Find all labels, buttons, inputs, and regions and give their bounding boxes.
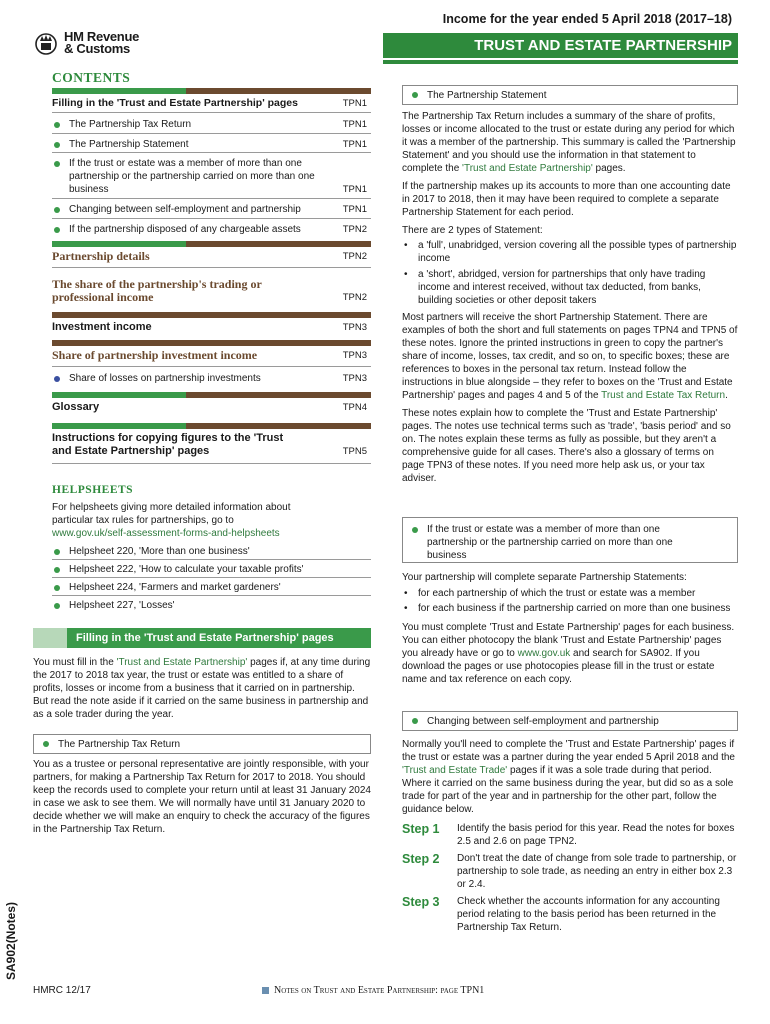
side-label: SA902(Notes) [4,901,18,980]
divider [52,267,371,268]
toc-page: TPN1 [342,119,367,130]
hmrc-logo [33,30,139,56]
statement-content [402,110,738,485]
text: pages if, at any time during the 2017 to 2018 tax year, the trust or estate was entitled to a share of profits, losses or income from a business that it carried on in partnership. But read the note aside if it carried on the same business in partnership and as a sole trader during the year. [33,657,371,720]
divider [52,133,371,134]
divider [52,218,371,219]
trust-estate-tax-return-link[interactable]: Trust and Estate Tax Return [601,390,726,401]
crest-icon [33,30,59,56]
text: pages. [592,163,626,174]
logo-line-1: HM Revenue [64,29,140,44]
step-label: Step 2 [402,852,440,866]
toc-page: TPN5 [342,446,367,457]
step-text: Identify the basis period for this year. Read the notes for boxes 2.5 and 2.6 on page TPN2. [457,823,735,847]
tax-return-box [33,734,371,754]
divider [52,559,371,560]
helpsheets-link[interactable]: www.gov.uk/self-assessment-forms-and-helpsheets [52,528,280,539]
helpsheets-heading: HELPSHEETS [52,484,134,496]
filling-in-heading-bar [33,628,371,648]
box-title: The Partnership Statement [427,89,547,101]
list-item: • a 'short', abridged, version for partnerships that only have trading income and interest received, without tax deducted, from banks, building societies or other deposit takers [402,268,738,307]
toc-item-text: Share of losses on partnership investments [52,372,261,385]
step-1 [402,822,738,848]
toc-item-text: If the partnership disposed of any chargeable assets [52,223,301,236]
statement-types-list [402,239,738,307]
partnership-statement-box [402,85,738,105]
form-code: HMRC 12/17 [33,985,91,996]
member-list [402,587,738,615]
list-item: • for each partnership of which the trust or estate was a member [402,587,738,600]
divider [52,152,371,153]
text: Most partners will receive the short Partnership Statement. There are examples of both the short and full statements on pages TPN4 and TPN5 of these notes. Ignore the printed instructions in green to copy the partner's share of income, losses, tax credit, and so on, to specific boxes; these are references to boxes in the personal tax return. Instead follow the instructions in blue alongside – they refer to boxes on the 'Trust and Estate Partnership' pages and pages 4 and 5 of the [402,312,738,401]
paragraph: If the partnership makes up its accounts to more than one accounting date in 2017 to 2018, then it may have been required to complete a separate Partnership Statement for each period. [402,181,731,218]
section-bar [52,340,371,346]
paragraph [402,738,738,816]
bullet-icon [43,741,49,747]
bullet-icon [412,718,418,724]
page-title: TRUST AND ESTATE PARTNERSHIP [383,33,738,58]
divider [52,112,371,113]
toc-title: The share of the partnership's trading or professional income [52,277,262,304]
toc-page: TPN3 [342,350,367,361]
helpsheets-intro [52,501,302,540]
toc-item [52,203,367,216]
toc-title: Instructions for copying figures to the 'Trust and Estate Partnership' pages [52,432,284,457]
toc-share-investment [52,349,367,362]
divider [52,198,371,199]
toc-page: TPN1 [342,204,367,215]
changing-box [402,711,738,731]
toc-item-text: The Partnership Tax Return [52,118,191,131]
toc-page: TPN2 [342,251,367,262]
text: The Partnership Tax Return includes a summary of the share of profits, losses or income allocated to the trust or estate during any period for which it was a member of the partnership. This summary is called the 'Partnership Statement' and you should use the information in that statement to complete the [402,111,736,174]
divider [52,595,371,596]
trust-estate-trade-link[interactable]: 'Trust and Estate Trade' [402,765,508,776]
tax-return-paragraph: You as a trustee or personal representative are jointly responsible, with your partners, for making a Partnership Tax Return for 2017 to 2018. You should keep the records used to complete your return until at least 31 January 2024 in case we ask to see them. We will normally have until 31 January 2020 to decide whether we will make an enquiry to check the accuracy of the figures in the Partnership Tax Return. [33,759,371,835]
filling-in-heading: Filling in the 'Trust and Estate Partnership' pages [67,628,371,648]
toc-page: TPN3 [342,373,367,384]
toc-item [52,223,367,236]
toc-page: TPN1 [342,184,367,195]
step-label: Step 1 [402,822,440,836]
toc-partnership-details [52,250,367,263]
helpsheet-text: Helpsheet 220, 'More than one business' [52,545,250,558]
step-3 [402,895,738,934]
year-line: Income for the year ended 5 April 2018 (2017–18) [442,12,732,26]
toc-page: TPN2 [342,224,367,235]
paragraph [402,110,738,175]
filling-in-paragraph [33,656,371,721]
toc-page: TPN3 [342,322,367,333]
text: and search for SA902. If you download the pages or use photocopies please fill in the trust or estate name and tax reference on each copy. [402,648,715,685]
trust-estate-partnership-link[interactable]: 'Trust and Estate Partnership' [116,657,248,668]
toc-item [52,157,367,196]
box-title: If the trust or estate was a member of more than one partnership or the partnership carried on more than one business [427,524,673,561]
paragraph [402,621,738,686]
list-item: • a 'full', unabridged, version covering all the possible types of partnership income [402,239,738,265]
toc-title: Investment income [52,321,152,333]
helpsheet-item [52,599,367,612]
paragraph: Your partnership will complete separate Partnership Statements: [402,572,687,583]
section-bar [52,312,371,318]
bullet-icon [412,92,418,98]
divider [52,463,371,464]
toc-investment-income [52,321,367,334]
gov-uk-link[interactable]: www.gov.uk [517,648,571,659]
toc-item [52,138,367,151]
helpsheet-item [52,563,367,576]
paragraph: There are 2 types of Statement: [402,225,543,236]
page-reference-text: Notes on Trust and Estate Partnership: page TPN1 [274,985,485,996]
toc-page: TPN4 [342,402,367,413]
section-bar [52,392,371,398]
toc-item [52,118,367,131]
helpsheet-item [52,545,367,558]
helpsheet-text: Helpsheet 222, 'How to calculate your taxable profits' [52,563,304,576]
box-title: Changing between self-employment and partnership [427,715,659,727]
member-content [402,571,738,686]
section-bar [52,241,371,247]
member-box [402,517,738,563]
title-rule [383,60,738,64]
toc-glossary [52,401,367,414]
step-text: Check whether the accounts information for any accounting period relating to the basis period has been returned in the Partnership Tax Return. [457,896,720,933]
step-label: Step 3 [402,895,440,909]
text: . [725,390,728,401]
logo-line-2: & Customs [64,41,130,56]
helpsheet-text: Helpsheet 227, 'Losses' [52,599,175,612]
toc-page: TPN1 [342,98,367,109]
bullet-icon [412,527,418,533]
changing-content [402,738,738,934]
text: You must fill in the [33,657,117,668]
trust-estate-partnership-link[interactable]: 'Trust and Estate Partnership' [462,163,593,174]
divider [52,366,371,367]
toc-page: TPN1 [342,139,367,150]
toc-filling-in [52,97,367,110]
toc-title: Share of partnership investment income [52,348,258,362]
step-2 [402,852,738,891]
helpsheets-intro-text: For helpsheets giving more detailed information about particular tax rules for partnerships, go to [52,502,291,526]
paragraph [402,311,738,402]
helpsheet-text: Helpsheet 224, 'Farmers and market gardeners' [52,581,281,594]
contents-heading: CONTENTS [52,70,131,85]
text: pages if it was a sole trade during that period. Where it carried on the same business during the year, but did so as a sole trade for part of the year and in partnership for the other part, follow the guidance below. [402,765,734,815]
text: You must complete 'Trust and Estate Partnership' pages for each business. You can either photocopy the blank 'Trust and Estate Partnership' pages you already have or go to [402,622,735,659]
toc-item-text: The Partnership Statement [52,138,189,151]
logo-text [64,31,139,55]
toc-item-text: If the trust or estate was a member of more than one partnership or the partnership carried on more than one business [52,157,324,196]
divider [52,577,371,578]
page-reference [262,985,484,996]
helpsheet-item [52,581,367,594]
section-bar [52,423,371,429]
list-item: • for each business if the partnership carried on more than one business [402,602,738,615]
paragraph: These notes explain how to complete the 'Trust and Estate Partnership' pages. The notes use technical terms such as 'trade', 'basis period' and so on. The notes explain these terms as fully as possible, but they aren't a comprehensive guide for all cases. There's also a glossary of terms on page TPN3 of these notes. If you need more help ask us, or your tax adviser. [402,408,731,484]
toc-page: TPN2 [342,292,367,303]
text: Normally you'll need to complete the 'Trust and Estate Partnership' pages if the trust or estate was a partner during the year ended 5 April 2018 and the [402,739,735,763]
box-title: The Partnership Tax Return [58,738,181,750]
toc-title: Filling in the 'Trust and Estate Partnership' pages [52,97,298,109]
square-icon [262,987,269,994]
toc-title: Partnership details [52,249,150,263]
toc-item [52,372,367,385]
section-bar [52,88,371,94]
toc-instructions [52,432,367,458]
toc-title: Glossary [52,401,100,413]
step-text: Don't treat the date of change from sole trade to partnership, or partnership to sole trade, as needing an entry in either box 2.3 or 2.4. [457,853,737,890]
toc-share-trading [52,278,367,304]
toc-item-text: Changing between self-employment and partnership [52,203,301,216]
